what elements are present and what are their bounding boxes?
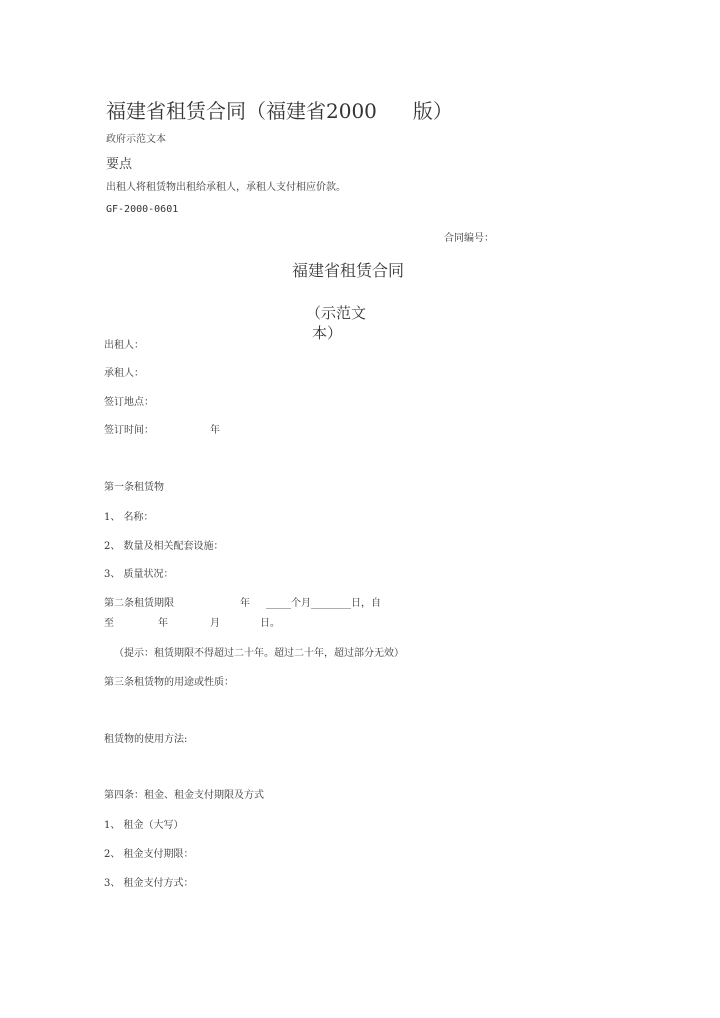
article2-year: 年 xyxy=(240,598,250,609)
article4-heading: 第四条：租金、租金支付期限及方式 xyxy=(104,790,264,801)
lessee-label: 承租人： xyxy=(104,368,144,379)
center-title: 福建省租赁合同 xyxy=(292,261,405,280)
signing-time-label: 签订时间： xyxy=(104,425,154,436)
article2-hint: （提示：租赁期限不得超过二十年。超过二十年，超过部分无效） xyxy=(114,648,404,659)
contract-number-label: 合同编号： xyxy=(444,233,494,244)
key-points-label: 要点 xyxy=(106,157,133,172)
title-year: 2000 xyxy=(326,99,377,123)
signing-time-year: 年 xyxy=(210,425,220,436)
title-suffix: 版） xyxy=(412,99,453,123)
article2-heading: 第二条租赁期限 xyxy=(104,598,174,609)
title-prefix: 福建省租赁合同（福建省 xyxy=(106,99,326,123)
signing-place-label: 签订地点： xyxy=(104,397,154,408)
article4-item-period: 2、 租金支付期限： xyxy=(104,849,194,860)
center-subtitle-line1: （示范文 xyxy=(306,304,367,322)
article1-item-quality: 3、 质量状况： xyxy=(104,569,174,580)
article1-heading: 第一条租赁物 xyxy=(104,482,164,493)
document-code: GF-2000-0601 xyxy=(106,204,179,215)
article4-item-rent: 1、 租金（大写） xyxy=(104,820,184,831)
center-subtitle-line2: 本） xyxy=(312,324,343,342)
article2-to-year: 年 xyxy=(158,618,168,629)
article2-to-month: 月 xyxy=(210,618,220,629)
lessor-label: 出租人： xyxy=(104,340,144,351)
article2-months-days: _____个月________日，自 xyxy=(266,598,381,609)
article3-usage-method: 租赁物的使用方法: xyxy=(104,734,188,745)
document-title xyxy=(106,95,453,124)
article1-item-name: 1、 名称： xyxy=(104,512,154,523)
article1-item-quantity: 2、 数量及相关配套设施： xyxy=(104,541,224,552)
key-points-text: 出租人将租赁物出租给承租人，承租人支付相应价款。 xyxy=(106,182,346,193)
article2-to-day: 日。 xyxy=(260,618,280,629)
article3-heading: 第三条租赁物的用途或性质： xyxy=(104,677,234,688)
article2-to: 至 xyxy=(104,618,114,629)
article4-item-method: 3、 租金支付方式： xyxy=(104,878,194,889)
document-subtitle: 政府示范文本 xyxy=(106,134,166,145)
